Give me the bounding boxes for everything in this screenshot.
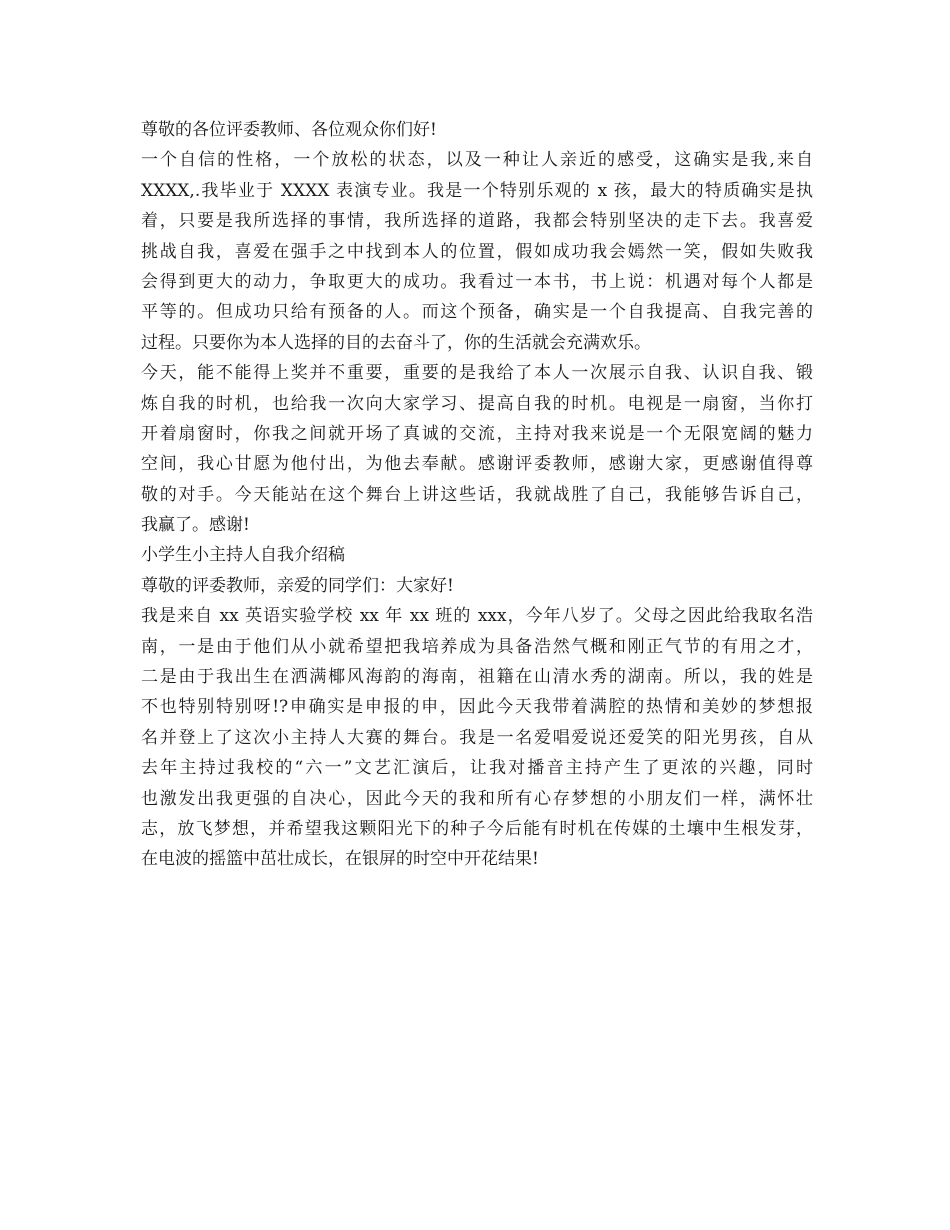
text-line: 会得到更大的动力，争取更大的成功。我看过一本书，书上说：机遇对每个人都是	[141, 271, 813, 292]
text-line: 我是来自 xx 英语实验学校 xx 年 xx 班的 xxx，今年八岁了。父母之因此给我取名浩	[141, 606, 813, 627]
text-line: 去年主持过我校的“六一”文艺汇演后，让我对播音主持产生了更浓的兴趣，同时	[141, 758, 813, 779]
text-line: 名并登上了这次小主持人大赛的舞台。我是一名爱唱爱说还爱笑的阳光男孩，自从	[141, 727, 813, 748]
text-line: 今天，能不能得上奖并不重要，重要的是我给了本人一次展示自我、认识自我、锻	[141, 363, 813, 384]
text-line: 敬的对手。今天能站在这个舞台上讲这些话，我就战胜了自己，我能够告诉自己，	[141, 484, 813, 505]
text-line: 着，只要是我所选择的事情，我所选择的道路，我都会特别坚决的走下去。我喜爱	[141, 211, 813, 232]
text-line: 炼自我的时机，也给我一次向大家学习、提高自我的时机。电视是一扇窗，当你打	[141, 393, 813, 414]
text-line: XXXX,.我毕业于 XXXX 表演专业。我是一个特别乐观的 x 孩，最大的特质确实是执	[141, 180, 813, 201]
text-line: 志，放飞梦想，并希望我这颗阳光下的种子今后能有时机在传媒的土壤中生根发芽，	[141, 818, 813, 839]
text-line: 南，一是由于他们从小就希望把我培养成为具备浩然气概和刚正气节的有用之才，	[141, 636, 813, 657]
text-line: 过程。只要你为本人选择的目的去奋斗了，你的生活就会充满欢乐。	[141, 332, 651, 353]
text-line: 尊敬的评委教师，亲爱的同学们：大家好!	[141, 575, 454, 596]
text-line: 尊敬的各位评委教师、各位观众你们好!	[141, 120, 437, 140]
text-line: 我赢了。感谢!	[141, 515, 250, 536]
text-line: 平等的。但成功只给有预备的人。而这个预备，确实是一个自我提高、自我完善的	[141, 302, 813, 323]
text-line: 小学生小主持人自我介绍稿	[141, 545, 345, 566]
text-line: 开着扇窗时，你我之间就开场了真诚的交流，主持对我来说是一个无限宽阔的魅力	[141, 423, 813, 444]
text-line: 一个自信的性格，一个放松的状态，以及一种让人亲近的感受，这确实是我,来自	[141, 150, 813, 171]
document-body	[141, 115, 813, 875]
text-line: 也激发出我更强的自决心，因此今天的我和所有心存梦想的小朋友们一样，满怀壮	[141, 788, 813, 809]
text-line: 空间，我心甘愿为他付出，为他去奉献。感谢评委教师，感谢大家，更感谢值得尊	[141, 454, 813, 475]
text-line: 二是由于我出生在洒满椰风海韵的海南，祖籍在山清水秀的湖南。所以，我的姓是	[141, 667, 813, 688]
text-line: 挑战自我，喜爱在强手之中找到本人的位置，假如成功我会嫣然一笑，假如失败我	[141, 241, 813, 262]
text-line: 在电波的摇篮中茁壮成长，在银屏的时空中开花结果!	[141, 849, 539, 870]
text-line: 不也特别特别呀!?申确实是申报的申，因此今天我带着满腔的热情和美妙的梦想报	[141, 697, 813, 718]
